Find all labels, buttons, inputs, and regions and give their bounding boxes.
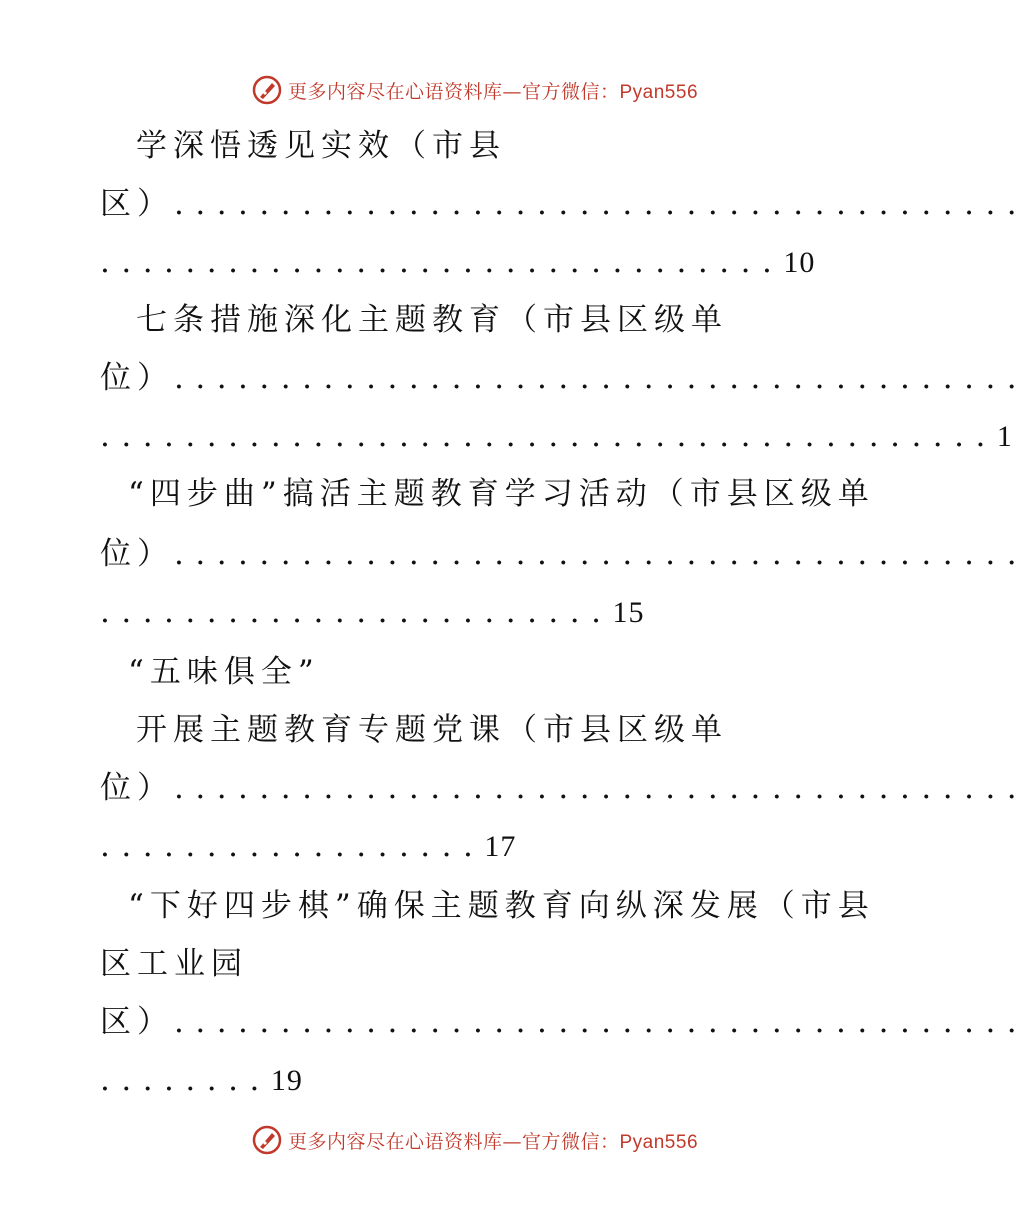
toc-entry-leader[interactable]: 位）........................................ bbox=[100, 360, 1028, 396]
toc-entry-leader-page[interactable]: ........................15 bbox=[100, 594, 645, 630]
toc-entry-leader[interactable]: 区）........................................ bbox=[100, 1004, 1028, 1040]
toc-entry-title[interactable]: “四步曲”搞活主题教育学习活动（市县区级单 bbox=[128, 476, 875, 512]
page-number: 10 bbox=[783, 246, 816, 279]
toc-entry-title-cont[interactable]: 开展主题教育专题党课（市县区级单 bbox=[136, 712, 728, 748]
toc-entry-leader[interactable]: 区）........................................ bbox=[100, 186, 1028, 222]
footer-banner bbox=[0, 1120, 950, 1160]
toc-entry-leader-page[interactable]: ..........................................1 bbox=[100, 418, 1013, 454]
page-number: 15 bbox=[612, 596, 645, 629]
pen-nib-logo-icon bbox=[252, 75, 282, 105]
toc-entry-title[interactable]: “下好四步棋”确保主题教育向纵深发展（市县 bbox=[128, 888, 875, 924]
banner-text: 更多内容尽在心语资料库—官方微信：Pyan556 bbox=[287, 1130, 699, 1153]
toc-entry-leader-page[interactable]: ..................17 bbox=[100, 828, 517, 864]
page-number: 1 bbox=[996, 420, 1013, 453]
header-banner bbox=[0, 70, 950, 110]
toc-entry-title[interactable]: 学深悟透见实效（市县 bbox=[136, 128, 506, 164]
toc-entry-leader[interactable]: 位）........................................ bbox=[100, 770, 1028, 806]
banner-text: 更多内容尽在心语资料库—官方微信：Pyan556 bbox=[287, 80, 699, 103]
page-number: 19 bbox=[270, 1064, 303, 1097]
toc-entry-leader-page[interactable]: ........19 bbox=[100, 1062, 303, 1098]
toc-entry-title-cont[interactable]: 区工业园 bbox=[100, 946, 248, 982]
toc-entry-leader-page[interactable]: ................................10 bbox=[100, 244, 816, 280]
pen-nib-logo-icon bbox=[252, 1125, 282, 1155]
page-number: 17 bbox=[484, 830, 517, 863]
toc-entry-leader[interactable]: 位）........................................ bbox=[100, 536, 1028, 572]
toc-entry-title[interactable]: “五味俱全” bbox=[128, 654, 320, 690]
toc-entry-title[interactable]: 七条措施深化主题教育（市县区级单 bbox=[136, 302, 728, 338]
